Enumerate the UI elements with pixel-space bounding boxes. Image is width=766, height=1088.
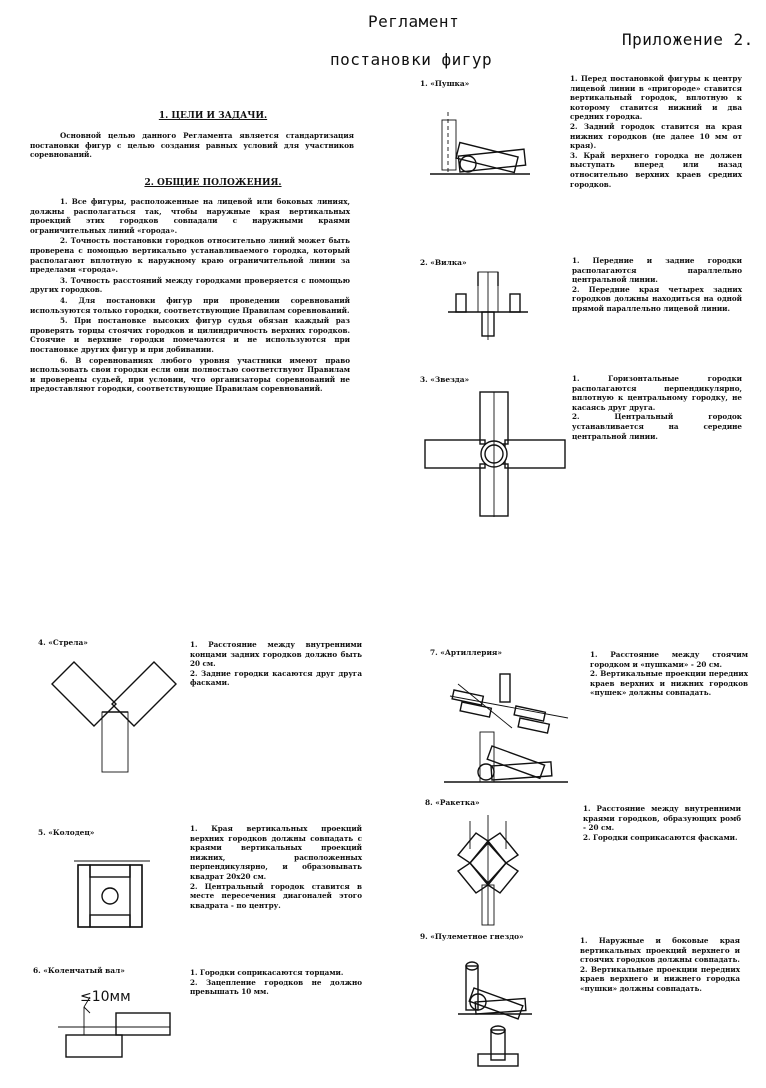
figure-item: 3. Край верхнего городка не должен выступать вперед или назад относительно верхних краев средних городков. xyxy=(570,150,742,189)
figure-description xyxy=(190,968,362,997)
figure-label: 8. «Ракетка» xyxy=(425,798,480,807)
figure-item: 2. Центральный городок ставится в месте пересечения диагоналей этого квадрата - по центру. xyxy=(190,881,362,910)
document-title-line2: постановки фигур xyxy=(330,50,493,69)
racket-figure-icon xyxy=(458,815,524,925)
general-item: 5. При постановке высоких фигур судья обязан каждый раз проверять торцы стоячих городков и цилиндричность верхних городков. Стоячие и верхние городки помечаются и не используются при постановке других фигур и при добивании. xyxy=(30,316,350,354)
general-item: 3. Точность расстояний между городками проверяется с помощью других городков. xyxy=(30,275,350,295)
figure-description xyxy=(583,804,741,842)
cannon-figure-icon xyxy=(430,112,530,177)
figure-description xyxy=(580,936,740,994)
figure-label: 6. «Коленчатый вал» xyxy=(33,966,125,975)
figure-label: 3. «Звезда» xyxy=(420,375,470,384)
machine-gun-nest-figure-icon xyxy=(458,958,532,1070)
crankshaft-figure-icon xyxy=(58,985,170,1060)
general-heading: 2. ОБЩИЕ ПОЛОЖЕНИЯ. xyxy=(144,178,282,188)
figure-label: 2. «Вилка» xyxy=(420,258,467,267)
appendix-label: Приложение 2. xyxy=(622,30,754,49)
general-item: 1. Все фигуры, расположенные на лицевой или боковых линиях, должны располагаться так, чтобы наружные края вертикальных проекций этих городков совпадали с наружными краями ограничительных линий «города». xyxy=(30,197,350,235)
figure-item: 2. Центральный городок устанавливается на середине центральной линии. xyxy=(572,412,742,441)
general-item: 2. Точность постановки городков относительно линий может быть проверена с помощью вертикально устанавливаемого городка, который располагают вплотную к наружному краю ограничительной линии за пределами «города». xyxy=(30,236,350,275)
general-items xyxy=(30,197,350,394)
goals-text: Основной целью данного Регламента является стандартизация постановки фигур с целью создания равных условий для участников соревнований. xyxy=(30,131,354,160)
document-title-line1: Регламент xyxy=(368,12,460,31)
general-item: 4. Для постановки фигур при проведении соревнований используются только городки, соответствующие Правилам соревнований. xyxy=(30,295,350,315)
figure-item: 2. Передние края четырех задних городков должны находиться на одной прямой параллельно лицевой линии. xyxy=(572,284,742,313)
figure-item: 1. Городки соприкасаются торцами. xyxy=(190,968,344,977)
well-figure-icon xyxy=(74,857,150,929)
figure-item: 1. Горизонтальные городки располагаются перпендикулярно, вплотную к центральному городку, не касаясь друг друга. xyxy=(572,374,742,412)
figure-description xyxy=(590,650,748,698)
figure-item: 1. Перед постановкой фигуры к центру лицевой линии в «пригороде» ставится вертикальный городок, вплотную к которому ставится нижний и два средних городка. xyxy=(570,74,742,122)
figure-item: 1. Края вертикальных проекций верхних городков должны совпадать с краями вертикальных проекций нижних, расположенных перпендикулярно, и образовывать квадрат 20х20 см. xyxy=(190,824,362,881)
arrow-figure-icon xyxy=(44,662,184,772)
figure-item: 2. Городки соприкасаются фасками. xyxy=(583,832,738,842)
star-figure-icon xyxy=(425,392,565,517)
crankshaft-annotation: ≤10мм xyxy=(80,989,131,1005)
figure-item: 2. Задние городки касаются друг друга фасками. xyxy=(190,668,362,688)
figure-description xyxy=(190,824,362,910)
figure-item: 1. Расстояние между внутренними концами задних городков должно быть 20 см. xyxy=(190,640,362,669)
figure-label: 1. «Пушка» xyxy=(420,79,470,88)
general-item: 6. В соревнованиях любого уровня участники имеют право использовать свои городки если они полностью соответствуют Правилам и проверены судьей, при условии, что организаторы соревнований не предоставляют городки, соответствующие Правилам соревнований. xyxy=(30,355,350,394)
fork-figure-icon xyxy=(448,272,528,352)
figure-item: 1. Наружные и боковые края вертикальных проекций верхнего и стоячих городков должны совпадать. xyxy=(580,936,740,965)
figure-item: 2. Вертикальные проекции передних краев верхнего и нижнего городка «пушки» должны совпадать. xyxy=(580,964,740,993)
figure-description xyxy=(572,374,742,441)
goals-heading: 1. ЦЕЛИ И ЗАДАЧИ. xyxy=(158,111,268,121)
figure-label: 5. «Колодец» xyxy=(38,828,95,837)
figure-label: 7. «Артиллерия» xyxy=(430,648,503,657)
artillery-figure-icon xyxy=(444,666,568,786)
figure-item: 1. Расстояние между стоячим городком и «пушками» - 20 см. xyxy=(590,650,748,669)
figure-item: 2. Задний городок ставится на края нижних городков (не далее 10 мм от края). xyxy=(570,121,742,151)
figure-description xyxy=(190,640,362,688)
figure-label: 4. «Стрела» xyxy=(38,638,88,647)
figure-item: 1. Передние и задние городки располагаются параллельно центральной линии. xyxy=(572,256,742,285)
figure-item: 1. Расстояние между внутренними краями городков, образующих ромб - 20 см. xyxy=(583,804,741,833)
figure-item: 2. Вертикальные проекции передних краев верхних и нижних городков «пушек» должны совпадать. xyxy=(590,669,748,698)
figure-item: 2. Зацепление городков не должно превышать 10 мм. xyxy=(190,977,362,997)
figure-label: 9. «Пулеметное гнездо» xyxy=(420,932,524,941)
figure-description xyxy=(572,256,742,314)
figure-description xyxy=(570,74,742,189)
